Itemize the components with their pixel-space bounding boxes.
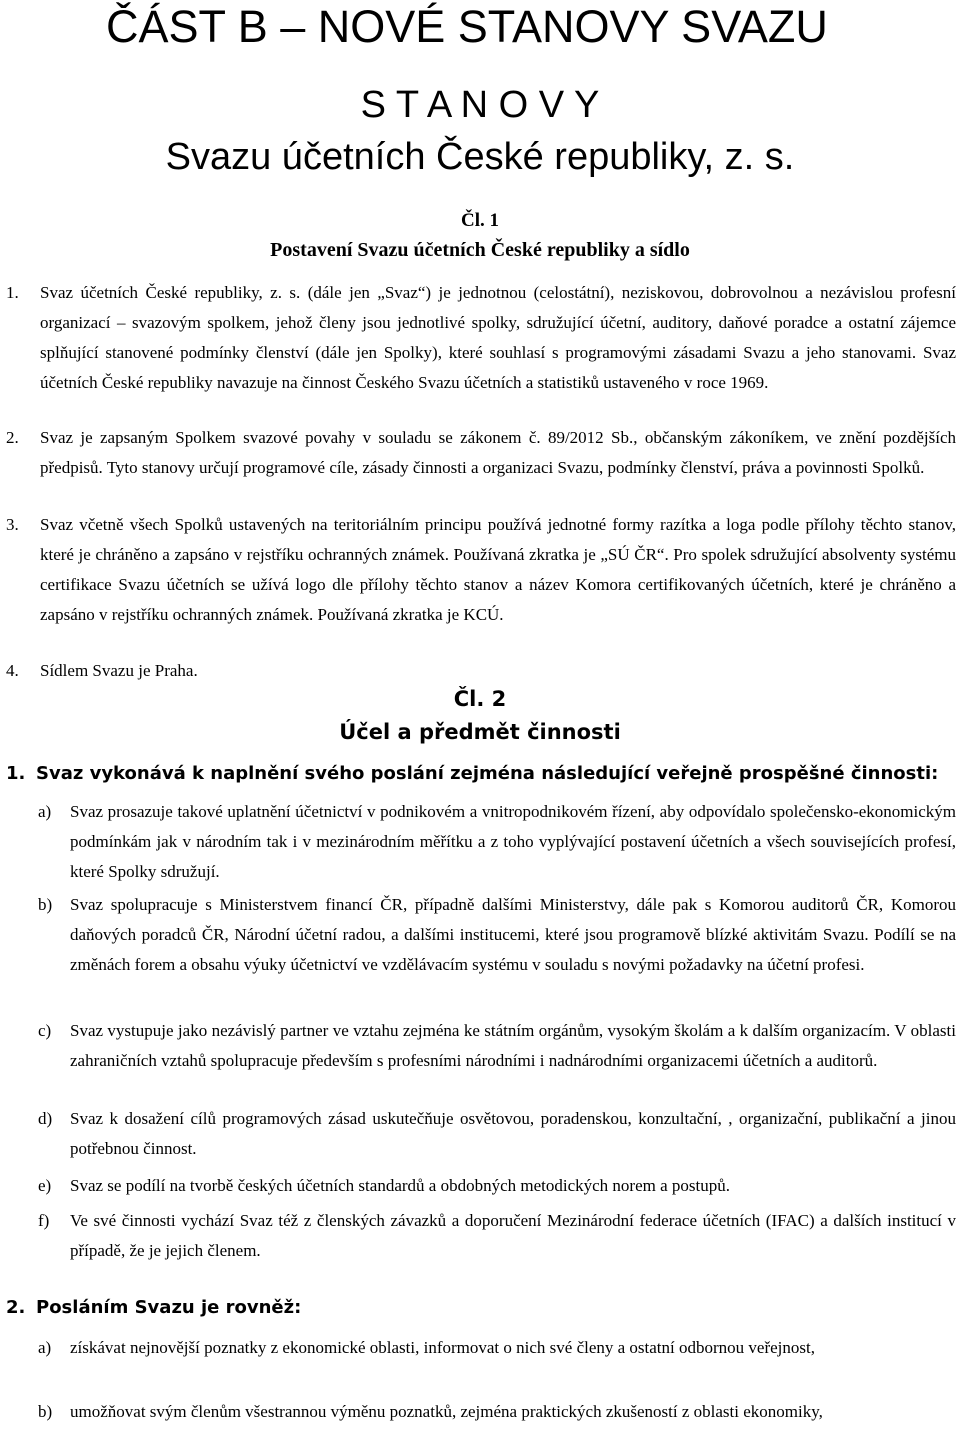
stanovy-title: S T A N O V Y	[360, 84, 600, 126]
section-number: 2.	[6, 1297, 26, 1318]
paragraph-number: 1.	[6, 283, 19, 302]
section-2-item-a: získávat nejnovější poznatky z ekonomické oblasti, informovat o nich své členy a ostatní odbornou veřejnost,	[70, 1338, 815, 1357]
item-letter: c)	[38, 1021, 52, 1040]
item-letter: b)	[38, 895, 53, 914]
item-letter: f)	[38, 1211, 50, 1230]
article-1-title: Postavení Svazu účetních České republiky a sídlo	[270, 239, 690, 261]
section-number: 1.	[6, 763, 26, 784]
section-2-item-b: umožňovat svým členům všestrannou výměnu poznatků, zejména praktických zkušeností z oblasti ekonomiky,	[70, 1402, 823, 1421]
section-1-item-a: Svaz prosazuje takové uplatnění účetnictví v podnikovém a vnitropodnikovém řízení, aby odpovídalo společensko-ekonomickým podmínkám jak v národním tak i v mezinárodním měřítku a z toho vyplývající postavení účetních a všech souvisejících profesí, které Spolky sdružují.	[70, 802, 956, 881]
article-1-number: Čl. 1	[461, 210, 499, 231]
article-2-section-2-heading	[6, 1295, 301, 1321]
item-letter: a)	[38, 802, 52, 821]
organization-title: Svazu účetních České republiky, z. s.	[165, 136, 795, 178]
article-1-paragraph-4: Sídlem Svazu je Praha.	[40, 661, 198, 680]
paragraph-number: 4.	[6, 661, 19, 680]
article-2-number: Čl. 2	[453, 687, 507, 711]
section-heading-text: Posláním Svazu je rovněž:	[36, 1297, 302, 1318]
part-title: ČÁST B – NOVÉ STANOVY SVAZU	[106, 1, 828, 52]
section-1-item-b: Svaz spolupracuje s Ministerstvem financí ČR, případně dalšími Ministerstvy, dále pak s Komorou auditorů ČR, Komorou daňových poradců ČR, Národní účetní radou, a dalšími institucemi, které jsou programově blízké aktivitám Svazu. Podílí se na změnách forem a obsahu výuky účetnictví ve vzdělávacím systému v souladu s novými požadavky na účetní profesi.	[70, 895, 956, 974]
section-1-item-c: Svaz vystupuje jako nezávislý partner ve vztahu zejména ke státním orgánům, vysokým školám a k dalším organizacím. V oblasti zahraničních vztahů spolupracuje především s profesními národními i nadnárodními organizacemi účetních a auditorů.	[70, 1021, 956, 1070]
section-1-item-d: Svaz k dosažení cílů programových zásad uskutečňuje osvětovou, poradenskou, konzultační, , organizační, publikační a jinou potřebnou činnost.	[70, 1109, 956, 1158]
article-1-paragraph-3: Svaz včetně všech Spolků ustavených na teritoriálním principu používá jednotné formy razítka a loga podle přílohy těchto stanov, které je chráněno a zapsáno v rejstříku ochranných známek. Používaná zkratka je „SÚ ČR“. Pro spolek sdružující absolventy systému certifikace Svazu účetních se užívá logo dle přílohy těchto stanov a název Komora certifikovaných účetních, které je chráněno a zapsáno v rejstříku ochranných známek. Používaná zkratka je KCÚ.	[40, 515, 956, 624]
item-letter: d)	[38, 1109, 53, 1128]
article-2-section-1-heading	[6, 761, 938, 787]
item-letter: a)	[38, 1338, 52, 1357]
paragraph-number: 3.	[6, 515, 19, 534]
section-heading-text: Svaz vykonává k naplnění svého poslání zejména následující veřejně prospěšné činnosti:	[36, 763, 939, 784]
section-1-item-f: Ve své činnosti vychází Svaz též z členských závazků a doporučení Mezinárodní federace účetních (IFAC) a dalších institucí v případě, že je jejich členem.	[70, 1211, 956, 1260]
paragraph-number: 2.	[6, 428, 19, 447]
section-1-item-e: Svaz se podílí na tvorbě českých účetních standardů a obdobných metodických norem a postupů.	[70, 1176, 730, 1195]
item-letter: b)	[38, 1402, 53, 1421]
item-letter: e)	[38, 1176, 52, 1195]
article-1-paragraph-1: Svaz účetních České republiky, z. s. (dále jen „Svaz“) je jednotnou (celostátní), neziskovou, dobrovolnou a nezávislou profesní organizací – svazovým spolkem, jehož členy jsou jednotlivé spolky, sdružující účetní, auditory, daňové poradce a ostatní zájemce splňující stanovené podmínky členství (dále jen Spolky), které souhlasí s programovými zásadami Svazu a jeho stanovami. Svaz účetních České republiky navazuje na činnost Českého Svazu účetních a statistiků ustaveného v roce 1969.	[40, 283, 956, 392]
article-2-title: Účel a předmět činnosti	[339, 720, 621, 744]
article-1-paragraph-2: Svaz je zapsaným Spolkem svazové povahy v souladu se zákonem č. 89/2012 Sb., občanským zákoníkem, ve znění pozdějších předpisů. Tyto stanovy určují programové cíle, zásady činnosti a organizaci Svazu, podmínky členství, práva a povinnosti Spolků.	[40, 428, 956, 477]
